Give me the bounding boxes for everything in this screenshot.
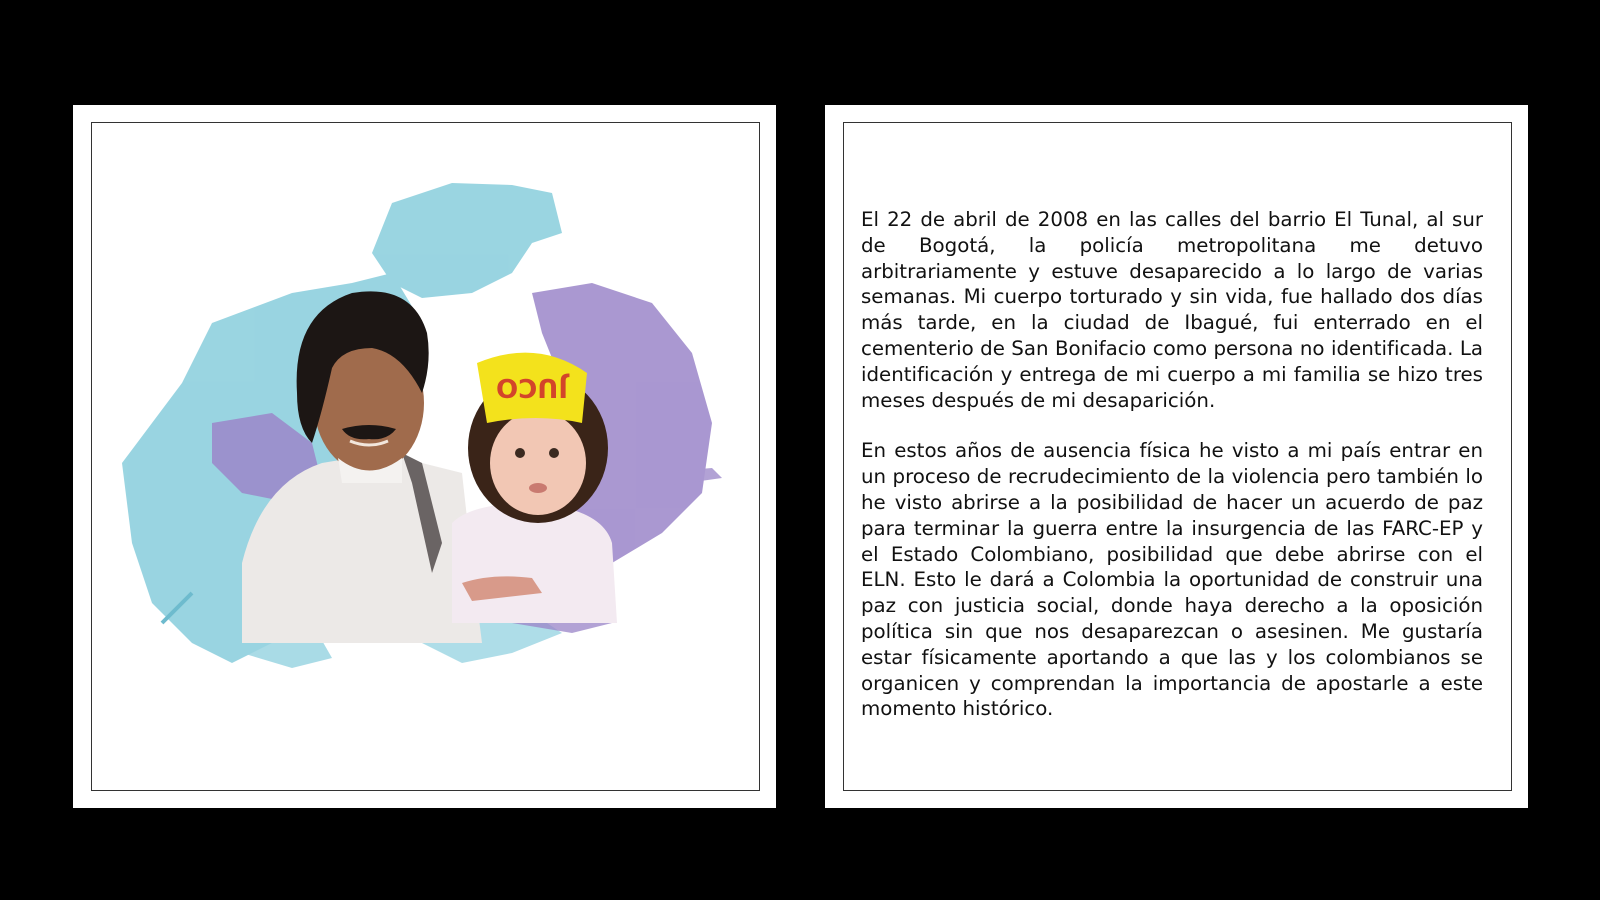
photo-frame — [91, 122, 760, 791]
testimony-text — [861, 207, 1483, 747]
photo-card — [73, 105, 776, 808]
text-frame — [843, 122, 1512, 791]
paragraph-2: En estos años de ausencia física he visto a mi país entrar en un proceso de recrudecimiento de la violencia pero también lo he visto abrirse a la posibilidad de hacer un acuerdo de paz para terminar la guerra entre la insurgencia de las FARC-EP y el Estado Colombiano, posibilidad que debe abrirse con el ELN. Esto le dará a Colombia la oportunidad de construir una paz con justicia social, donde haya derecho a la oposición política sin que nos desaparezcan o asesinen. Me gustaría estar físicamente aportando a que las y los colombianos se organicen y comprendan la importancia de apostarle a este momento histórico. — [861, 439, 1483, 721]
portrait-illustration — [92, 123, 761, 792]
cap-lettering: JUCO — [496, 372, 568, 402]
paragraph-1: El 22 de abril de 2008 en las calles del barrio El Tunal, al sur de Bogotá, la policía metropolitana me detuvo arbitrariamente y estuve desaparecido a lo largo de varias semanas. Mi cuerpo torturado y sin vida, fue hallado dos días más tarde, en la ciudad de Ibagué, fui enterrado en el cementerio de San Bonifacio como persona no identificada. La identificación y entrega de mi cuerpo a mi familia se hizo tres meses después de mi desaparición. — [861, 208, 1483, 412]
text-card — [825, 105, 1528, 808]
